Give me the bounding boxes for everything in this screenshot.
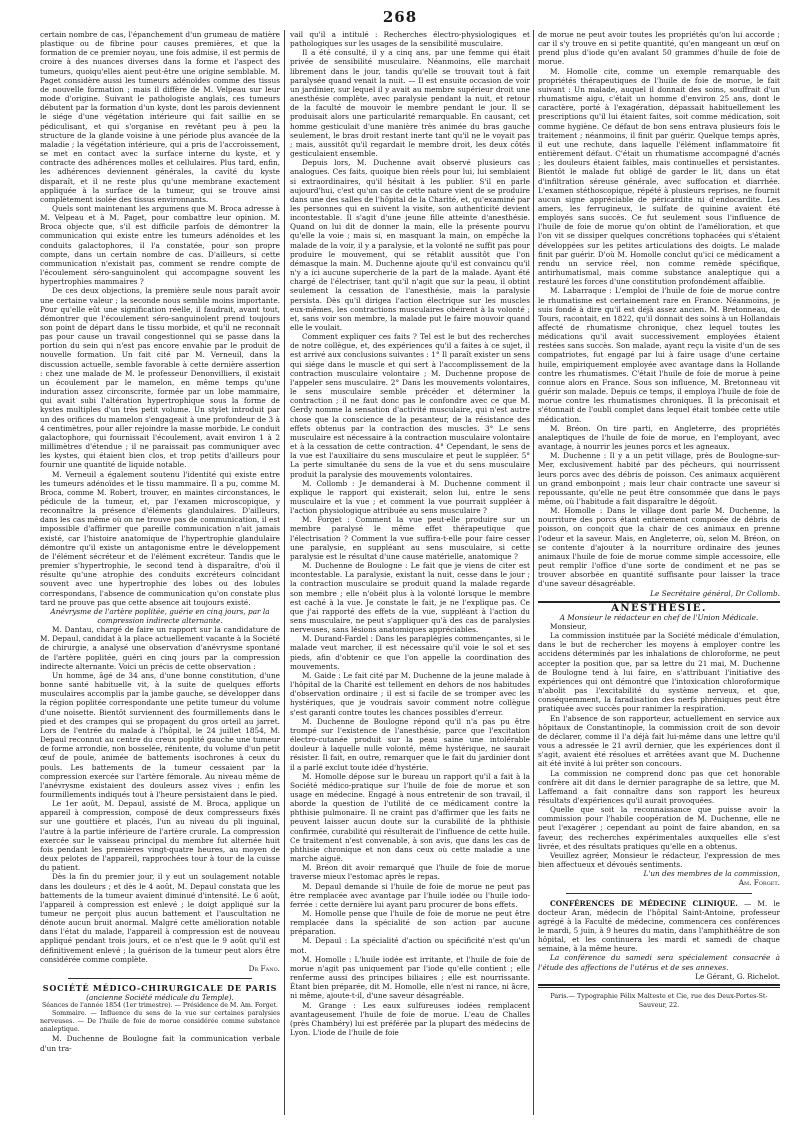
inline-heading: CONFÉRENCES DE MÉDECINE CLINIQUE.	[550, 898, 738, 908]
paragraph: M. Dantau, chargé de faire un rapport sur la candidature de M. Depaul, candidat à la place actuellement vacante à la Société de chirurgie, a analysé une observation d'anévrysme spontané de l'artère poplitée, guéri en cinq jours par la compression indirecte alternante. Voici un précis de cette observation :	[40, 625, 280, 671]
paragraph: Comment expliquer ces faits ? Tel est le but des recherches de notre collègue, et, des expériences qu'il a faites à ce sujet, il est arrivé aux conclusions suivantes : 1° Il paraît exister un sens qui siége dans le muscle et qui sert à l'accomplissement de la contraction musculaire volontaire ; M. Duchenne propose de l'appeler sens musculaire. 2° Dans les mouvements volontaires, le sens musculaire semble précéder et déterminer la contraction ; il ne faut donc pas le confondre avec ce que M. Gerdy nomme la sensation d'activité musculaire, qui n'est autre chose que la conscience de la pesanteur, de la résistance des effets obtenus par la contraction des muscles. 3° Le sens musculaire est nécessaire à la contraction musculaire volontaire et à la cessation de cette contraction. 4° Cependant, le sens de la vue est l'auxiliaire du sens musculaire et peut le suppléer. 5° La perte simultanée du sens de la vue et du sens musculaire produit la paralysie des mouvements volontaires.	[290, 332, 530, 479]
paragraph: Le 1er août, M. Depaul, assisté de M. Broca, applique un appareil à compression, composé de deux compresseurs fixés sur une gouttière et placés, l'un au niveau du pli inguinal, l'autre à la partie inférieure de l'artère crurale. La compression exercée sur le vaisseau principal du membre fut alternée huit fois pendant les premières vingt-quatre heures, au moyen de deux pelotes de l'appareil, rapprochées tour à tour de la cuisse du patient.	[40, 799, 280, 873]
footer-rule	[538, 987, 780, 988]
paragraph: M. Bréon. On tire parti, en Angleterre, des propriétés analeptiques de l'huile de foie de morue, en l'employant, avec avantage, à nourrir les jeunes porcs et les agneaux.	[538, 423, 780, 452]
separator-rule	[68, 978, 252, 979]
printer-imprint: Paris.— Typographie Félix Malteste et Cie, rue des Deux-Portes-St-Sauveur, 22.	[550, 991, 768, 1010]
paragraph: De ces deux objections, la première seule nous paraît avoir une certaine valeur ; la seconde nous semble moins importante. Pour qu'elle eût une signification réelle, il faudrait, avant tout, démontrer que l'écoulement séro-sanguinolent prend toujours son point de départ dans le tissu morbide, et qu'il ne reconnaît pas pour cause un travail congestionnel qui se passe dans la portion du sein qui n'est pas encore envahie par le produit de nouvelle formation. Un fait cité par M. Verneuil, dans la discussion actuelle, semble favorable à cette dernière assertion : chez une malade de M. le professeur Denonvilliers, il existait un écoulement par le mamelon, en même temps qu'une induration assez circonscrite, formée par un lobe mammaire, qui avait subi l'altération hypertrophique sous la forme de kystes multiples d'un très petit volume. Un stylet introduit par un des orifices du mamelon s'engageait à une profondeur de 3 à 4 centimètres, pour aller rejoindre la masse morbide. Le conduit galactophore, qui fournissait l'écoulement, avait environ 1 à 2 millimètres d'étendue ; il ne paraissait pas communiquer avec les kystes, qui étaient bien clos, et trop petits d'ailleurs pour fournir une quantité de liquide notable.	[40, 286, 280, 470]
paragraph: La commission instituée par la Société médicale d'émulation, dans le but de rechercher les moyens à employer contre les accidens déterminés par les inhalations de chloroforme, ne peut accepter la position que, par sa lettre du 21 mai, M. Duchenne de Boulogne tend à lui faire, en s'attribuant l'initiative des expériences qui ont démontré que l'intoxication chloroformique n'abolit pas l'excitabilité du système nerveux, et que, conséquemment, la faradisation des nerfs phréniques peut être pratiquée avec succès pour ranimer la respiration.	[538, 631, 780, 714]
paragraph: M. Durand-Fardel : Dans les paraplégies commençantes, si le malade veut marcher, il est nécessaire qu'il voie le sol et ses pieds, afin d'obtenir ce que l'on appelle la coordination des mouvements.	[290, 634, 530, 671]
column-divider	[284, 30, 285, 1115]
separator-rule	[566, 893, 752, 894]
signature: Dr Fano.	[248, 963, 280, 973]
paragraph: M. Duchenne : Il y a un petit village, près de Boulogne-sur-Mer, exclusivement habité par des pêcheurs, qui nourrissent leurs porcs avec des débris de poisson. Ces animaux acquièrent un grand embonpoint ; mais leur chair contracte une saveur si repoussante, qu'elle ne peut être consommée que dans le pays même, où l'habitude a fait disparaître le dégoût.	[538, 451, 780, 506]
paragraph: M. Homolle cite, comme un exemple remarquable des propriétés thérapeutiques de l'huile de foie de morue, le fait suivant : Un malade, auquel il donnait des soins, souffrait d'un rhumatisme aigu, c'était un homme d'environ 25 ans, dont le caractère, porté à l'exagération, dépassait habituellement les prescriptions qu'il lui étaient faites, soit comme médication, soit comme hygiène. Ce défaut de bon sens entrava plusieurs fois le traitement ; néanmoins, il finit par guérir. Quelque temps après, il eut une rechute, dans laquelle l'élément inflammatoire fit entièrement défaut. C'était un rhumatisme accompagné d'acnés ; les douleurs étaient faibles, mais continuelles et persistantes. Bientôt le malade fut obligé de garder le lit, dans un état d'infiltration séreuse générale, avec suffocation et diarrhée. L'examen stéthoscopique, répété à plusieurs reprises, ne fournit aucun signe appréciable de péricardite ni d'endocardite. Les amers, les ferrugineux, le sulfate de quinine avaient été employés sans succès. Ce fut seulement sous l'influence de l'huile de foie de morue qu'on obtint de l'amélioration, et que l'on vit se dissiper quelques concrétions tophacées qui s'étaient développées sur les petites articulations des doigts. Le malade finit par guérir. D'où M. Homolle conclut qu'ici ce médicament a rendu un service réel, non comme remède spécifique, antirhumatismal, mais comme substance analeptique qui a restauré les forces d'une constitution profondément affaiblie.	[538, 66, 780, 287]
paragraph-text: — M. le docteur Aran, médecin de l'hôpital Saint-Antoine, professeur agrégé à la Faculté de médecine, commencera ces conférences le mardi, 5 juin, à 9 heures du matin, dans l'amphithéâtre de son hôpital, et les continuera les mardi et samedi de chaque semaine, à la même heure.	[538, 898, 780, 954]
session-info: Séances de l'année 1854 (1er trimestre). — Présidence de M. Am. Forget.	[41, 1002, 279, 1010]
paragraph: de morue ne peut avoir toutes les propriétés qu'on lui accorde ; car il s'y trouve en si petite quantité, qu'en mangeant un œuf on prend plus d'iode qu'en avalant 50 grammes d'huile de foie de morue.	[538, 30, 780, 67]
section-heading: SOCIÉTÉ MÉDICO-CHIRURGICALE DE PARIS	[42, 983, 278, 994]
paragraph: M. Depaul demande si l'huile de foie de morue ne peut pas être remplacée avec avantage par l'huile iodée ou l'huile iodo-ferrée : cette dernière lui ayant paru procurer de bons effets.	[290, 881, 530, 909]
letter-address: A Monsieur le rédacteur en chef de l'Union Médicale.	[559, 612, 759, 622]
column-middle	[290, 30, 530, 1120]
summary: Sommaire. — Influence du sens de la vue sur certaines paralysies nerveuses. — De l'huile de foie de morue considérée comme substance analeptique.	[40, 1010, 280, 1034]
paragraph: M. Bréon dit avoir remarqué que l'huile de foie de morue traverse mieux l'estomac après le repas.	[290, 863, 530, 882]
paragraph: Quels sont maintenant les argumens que M. Broca adresse à M. Velpeau et à M. Paget, pour combattre leur opinion. M. Broca objecte que, s'il est difficile parfois de démontrer la communication qui existe entre les tumeurs adénoïdes et les conduits galactophores, il l'a constatée, pour son propre compte, dans un certain nombre de cas. D'ailleurs, si cette communication n'existait pas, comment se rendre compte de l'écoulement séro-sanguinolent qui accompagne souvent les hypertrophies mammaires ?	[40, 203, 280, 287]
column-right	[538, 30, 780, 1120]
paragraph: La commission ne comprend donc pas que cet honorable confrère ait dit dans le dernier paragraphe de sa lettre, que M. Laffemand a fait connaître dans son rapport les heureux résultats d'expériences qu'il aurait provoquées.	[538, 768, 780, 805]
section-subheading: (ancienne Société médicale du Temple).	[86, 993, 234, 1003]
paragraph: M. Gaide : Le fait cité par M. Duchenne de la jeune malade à l'hôpital de la Charité est tellement en dehors de nos habitudes d'observation ordinaire ; il est si facile de se tromper avec les hystériques, que je voudrais savoir comment notre collègue s'est garanti contre toutes les chances possibles d'erreur.	[290, 670, 530, 717]
gerant-signature: Le Gérant, G. Richelot.	[695, 971, 780, 981]
paragraph: Un homme, âgé de 34 ans, d'une bonne constitution, d'une bonne santé habituelle vit, à la suite de quelques efforts musculaires accomplis par la jambe gauche, se développer dans la région poplitée correspondante une petite tumeur du volume d'une noisette. Bientôt surviennent des fourmillements dans le pied et des crampes qui se propagent du gros orteil au jarret. Lors de l'entrée du malade à l'hôpital, le 24 juillet 1854, M. Depaul reconnut au centre du creux poplité gauche une tumeur de forme arrondie, non bosselée, rénitente, du volume d'un petit œuf de poule, animée de battements isochrones à ceux du pouls. Les battements de la tumeur cessaient par la compression exercée sur l'artère fémorale. Au niveau même de l'anévrysme existaient des douleurs assez vives ; enfin les fourmillements indiqués tout à l'heure persistaient dans le pied.	[40, 670, 280, 799]
paragraph: M. Collomb : Je demanderai à M. Duchenne comment il explique le rapport qui existerait, selon lui, entre le sens musculaire et la vue ; et comment la vue pourrait suppléer à l'action physiologique attribuée au sens musculaire ?	[290, 478, 530, 516]
column-divider	[533, 30, 534, 1115]
paragraph: Veuillez agréer, Monsieur le rédacteur, l'expression de mes bien affectueux et dévoués sentiments.	[538, 850, 780, 870]
paragraph: Il a été consulté, il y a cinq ans, par une femme qui était privée de sensibilité musculaire. Néanmoins, elle marchait librement dans le jour, tandis qu'elle se trouvait tout à fait paralysée quand venait la nuit. — Il est ensuite occasion de voir un jardinier, sur lequel il y avait au membre supérieur droit une anesthésie complète, avec paralysie pendant la nuit, et retour de la faculté de mouvoir le membre pendant le jour. Il se produisait alors une particularité remarquable. En causant, cet homme gesticulait d'une manière très animée du bras gauche seulement, le bras droit restant inerte tant qu'il ne le voyait pas ; mais, aussitôt qu'il regardait le membre droit, les deux côtés gesticulaient ensemble.	[290, 48, 530, 159]
paragraph: M. Labarraque : L'emploi de l'huile de foie de morue contre le rhumatisme est certainement rare en France. Néanmoins, je suis fondé à dire qu'il est déjà assez ancien. M. Bretonneau, de Tours, racontait, en 1822, qu'il donnait des soins à un Hollandais affecté de rhumatisme chronique, chez lequel toutes les médications qu'il avait successivement employées étaient restées sans succès. Son malade, ayant reçu la visite d'un de ses compatriotes, fut engagé par lui à faire usage d'une certaine huile, empiriquement employée avec avantage dans la Hollande contre les rhumatismes. C'était l'huile de foie de morue à peine connue alors en France. Sous son influence, M. Bretonneau vit guérir son malade. Depuis ce temps, il employa l'huile de foie de morue contre les rhumatismes chroniques. Il la préconisait et s'étonnait de l'oubli complet dans lequel était tombée cette utile médication.	[538, 286, 780, 424]
footer-rule	[538, 984, 780, 986]
page-number: 268	[382, 8, 418, 26]
greeting: Monsieur,	[550, 622, 587, 631]
section-subtitle: Anévrysme de l'artère poplitée, guérie en cinq jours, par la compression indirecte alternante.	[50, 606, 270, 625]
paragraph: M. Homolle : L'huile iodée est irritante, et l'huile de foie de morue n'agit pas uniquement par l'iode qu'elle contient ; elle renferme aussi des principes biliaires ; elle est nourrissante. Étant bien préparée, dit M. Homolle, elle n'est ni rance, ni âcre, ni même, ajoute-t-il, d'une saveur désagréable.	[290, 954, 530, 1001]
paragraph: M. Duchenne de Boulogne : Le fait que je viens de citer est incontestable. La paralysie, existant la nuit, cesse dans le jour ; la contraction musculaire se produit quand la malade regarde son membre ; elle n'obéit plus à la volonté lorsque le membre est caché à la vue. Je constate le fait, je ne l'explique pas. Ce que j'ai rapporté des effets de la vue, suppléant à l'action du sens musculaire, ne peut s'appliquer qu'à des cas de paralysies nerveuses, sans lésions anatomiques appréciables.	[290, 561, 530, 635]
paragraph: M. Duchenne de Boulogne répond qu'il n'a pas pu être trompé sur l'existence de l'anesthésie, parce que l'excitation électro-cutanée produit sur la peau saine une intolérable douleur à laquelle nulle volonté, même hystérique, ne saurait résister. Il fait, en outre, remarquer que le fait du jardinier dont il a parlé exclut toute idée d'hystérie.	[290, 716, 530, 772]
paragraph: M. Homolle : Dans le village dont parle M. Duchenne, la nourriture des porcs étant entièrement composée de débris de poisson, on conçoit que la chair de ces animaux en prenne l'odeur et la saveur. Mais, en Angleterre, où, selon M. Bréon, on se contente d'ajouter à la nourriture ordinaire des jeunes animaux l'huile de foie de morue comme simple accessoire, elle peut remplir l'office d'une sorte de condiment et ne pas se trouver absorbée en quantité suffisante pour laisser la trace d'une saveur désagréable.	[538, 506, 780, 589]
paragraph: En l'absence de son rapporteur, actuellement en service aux hôpitaux de Constantinople, la commission croit de son devoir de déclarer, comme il l'a déjà fait lui-même dans une lettre qu'il vous a adressée le 21 avril dernier, que les expériences dont il s'agit, avaient été résolues et arrêtées avant que M. Duchenne ait été invité à lui prêter son concours.	[538, 713, 780, 769]
paragraph: M. Depaul : La spécialité d'action ou spécificité n'est qu'un mot.	[290, 936, 530, 955]
paragraph: La conférence du samedi sera spécialement consacrée à l'étude des affections de l'utérus et de ses annexes.	[538, 953, 780, 972]
signature: Am. Forget.	[738, 878, 780, 888]
paragraph: Depuis lors, M. Duchenne avait observé plusieurs cas analogues. Ces faits, quoique bien réels pour lui, lui semblaient si extraordinaires, qu'il hésitait à les publier. S'il en parle aujourd'hui, c'est qu'un cas de cette nature vient de se produire dans une des salles de l'hôpital de la Charité, et, qu'examiné par les personnes qui en suivent la visite, son authenticité devient incontestable. Il s'agit d'une jeune fille atteinte d'anesthésie. Quand on lui dit de donner la main, elle la présente pourvu qu'elle la voie ; mais si, en masquant la main, on empêche la malade de la voir, il y a paralysie, et la volonté ne suffit pas pour produire le mouvement, qui se rétablit aussitôt que l'on démasque la main. M. Duchenne ajoute qu'il est convaincu qu'il n'y a ici aucune supercherie de la part de la malade. Ayant été chargé de l'électriser, tant qu'il n'agit que sur la peau, il obtint seulement la cessation de l'anesthésie, mais la paralysie persista. Dès qu'il dirigea l'action électrique sur les muscles eux-mêmes, les contractions musculaires obéirent à la volonté ; et, sans voir son membre, la malade put le faire mouvoir quand elle le voulait.	[290, 158, 530, 332]
signature: L'un des membres de la commission,	[643, 869, 780, 879]
paragraph: Dès la fin du premier jour, il y eut un soulagement notable dans les douleurs ; et dès le 4 août, M. Depaul constata que les battements de la tumeur avaient diminué d'intensité. Le 6 août, l'appareil à compression est enlevé ; le doigt appliqué sur la tumeur ne perçoit plus aucun battement et l'auscultation ne dénote aucun bruit anormal. Malgré cette amélioration notable dans l'état du malade, l'appareil à compression est de nouveau appliqué pendant trois jours, et ce n'est que le 9 août qu'il est définitivement enlevé ; la guérison de la tumeur peut alors être considérée comme complète.	[40, 872, 280, 964]
column-left	[40, 30, 280, 1120]
signature: Le Secrétaire général, Dr Collomb.	[650, 588, 780, 598]
paragraph: vail qu'il a intitulé : Recherches électro-physiologiques et pathologiques sur les usages de la sensibilité musculaire.	[290, 30, 530, 49]
paragraph: M. Forget : Comment la vue peut-elle produire sur un membre paralysé le même effet thérapeutique que l'électrisation ? Comment la vue suffira-t-elle pour faire cesser une paralysie, en suppléant au sens musculaire, si cette paralysie est le résultat d'une cause matérielle, anatomique ?	[290, 515, 530, 561]
paragraph: certain nombre de cas, l'épanchement d'un grumeau de matière plastique ou de fibrine pour causes premières, et que la formation de ce premier noyau, une fois admise, il est permis de croire à des nuances diverses dans la forme et l'aspect des tumeurs, quoiqu'elles aient peut-être une origine semblable. M. Paget considère aussi les tumeurs adénoïdes comme des tissus de nouvelle formation ; mais il diffère de M. Velpeau sur leur mode d'origine. Suivant le pathologiste anglais, ces tumeurs débutent par la formation d'un kyste, dont les parois deviennent le siége d'une végétation intérieure qui fait saillie en se pédiculisant, et qui s'organise en revêtant peu à peu la structure de la glande voisine à une période plus avancée de la maladie ; la végétation intérieure, qui a pris de l'accroissement, se met en contact avec la surface interne du kyste, et y contracte des adhérences molles et cellulaires. Plus tard, enfin, les adhérences deviennent générales, la cavité du kyste disparaît, et il ne reste plus qu'une membrane exactement appliquée à la surface de la tumeur, qui se trouve ainsi complètement isolée des tissus environnants.	[40, 30, 280, 204]
paragraph: M. Homolle pense que l'huile de foie de morue ne peut être remplacée dans la spécialité de son action par aucune préparation.	[290, 909, 530, 937]
paragraph: M. Duchenne de Boulogne fait la communication verbale d'un tra-	[40, 1034, 280, 1053]
paragraph: M. Verneuil a également soutenu l'identité qui existe entre les tumeurs adénoïdes et le tissu mammaire. Il a pu, comme M. Broca, comme M. Robert, trouver, en maintes circonstances, le pédicule de la tumeur, et, par l'examen microscopique, y reconnaître la présence d'éléments glandulaires. D'ailleurs, dans les cas même où on ne trouve pas de communication, il est impossible d'affirmer que pareille communication n'ait jamais existé, car l'histoire anatomique de l'hypertrophie glandulaire démontre qu'il existe un antagonisme entre le développement de l'élément sécréteur et de l'élément excréteur. Tandis que le premier s'hypertrophie, le second tend à disparaître, d'où il résulte qu'une atrophie des conduits excréteurs coïncidant souvent avec une hypertrophie des lobes ou des lobules correspondans, l'absence de communication qu'on constate plus tard ne prouve pas que cette absence ait toujours existé.	[40, 469, 280, 607]
paragraph: M. Grange : Les eaux sulfureuses iodées remplacent avantageusement l'huile de foie de morue. L'eau de Challes (près Chambéry) lui est préférée par la plupart des médecins de Lyon. L'iode de l'huile de foie	[290, 1000, 530, 1038]
paragraph: Quelle que soit la reconnaissance que puisse avoir la commission pour l'habile coopération de M. Duchenne, elle ne peut l'exagérer ; cependant au point de faire abandon, en sa faveur, des recherches expérimentales auxquelles elle s'est livrée, et des résultats pratiques qu'elle en a obtenus.	[538, 805, 780, 851]
paragraph	[538, 899, 780, 954]
section-heading: ANESTHÉSIE.	[611, 602, 707, 614]
paragraph: M. Homolle dépose sur le bureau un rapport qu'il a fait à la Société médico-pratique sur l'huile de foie de morue et son usage en médecine. Engagé à nous entretenir de son travail, il aborde la question de l'utilité de ce médicament contre la phthisie pulmonaire. Il ne craint pas d'affirmer que les faits ne peuvent laisser aucun doute sur la curabilité de la phthisie confirmée, curabilité qui résulterait de l'influence de cette huile. Ce traitement n'est convenable, à son avis, que dans les cas de phthisie chronique et non dans ceux où cette maladie a une marche aiguë.	[290, 771, 530, 864]
